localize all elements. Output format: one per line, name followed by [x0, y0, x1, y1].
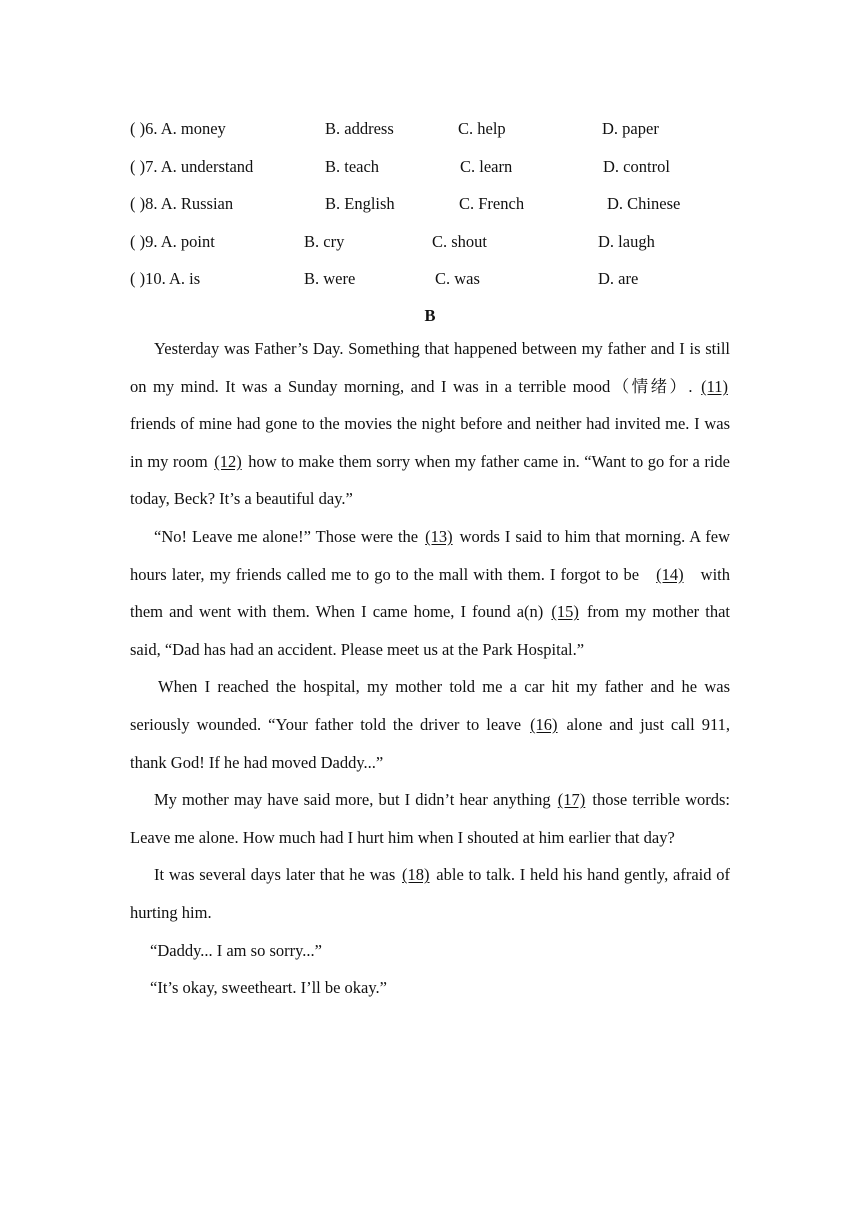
question-10-option-c: C. was [435, 269, 480, 288]
passage-paragraph-5 [130, 856, 730, 931]
reading-passage [130, 330, 730, 1007]
question-10-option-a: ( )10. A. is [130, 269, 201, 288]
passage-paragraph-4 [130, 781, 730, 856]
blank-16[interactable]: (16) [530, 714, 558, 734]
passage-text: “No! Leave me alone!” Those were the [154, 526, 424, 546]
passage-text: able to talk. I held his hand gently, afraid of hurting him. [130, 865, 730, 922]
question-7-option-c: C. learn [460, 157, 513, 176]
passage-text: It was several days later that he was [154, 865, 401, 885]
passage-text: with them and went with them. When I came home, I found a(n) [130, 564, 730, 622]
section-title: B [424, 306, 436, 325]
question-8-option-d: D. Chinese [607, 194, 681, 213]
passage-text: When I reached the hospital, my mother told me a car hit my father and he was seriously wounded. “Your father told the driver to leave [130, 677, 730, 734]
question-7-option-a: ( )7. A. understand [130, 157, 254, 176]
question-6-option-b: B. address [325, 119, 394, 138]
passage-text: from my mother that said, “Dad has had an accident. Please meet us at the Park Hospital.” [130, 602, 731, 659]
question-9-option-b: B. cry [304, 232, 345, 251]
passage-text: My mother may have said more, but I didn’t hear anything [154, 790, 556, 810]
blank-17[interactable]: (17) [557, 790, 586, 810]
question-8-option-a: ( )8. A. Russian [130, 194, 234, 213]
blank-15[interactable]: (15) [551, 602, 579, 622]
question-7-option-d: D. control [603, 157, 670, 176]
question-10-option-d: D. are [598, 269, 639, 288]
passage-text: those terrible words: Leave me alone. How much had I hurt him when I shouted at him earlier that day? [130, 790, 730, 847]
passage-text: how to make them sorry when my father came in. “Want to go for a ride today, Beck? It’s a beautiful day.” [130, 451, 730, 509]
blank-12[interactable]: (12) [214, 451, 242, 471]
question-6-option-d: D. paper [602, 119, 659, 138]
passage-text: words I said to him that morning. A few hours later, my friends called me to go to the mall with them. I forgot to be [130, 526, 730, 584]
question-9-option-d: D. laugh [598, 232, 655, 251]
question-8-option-c: C. French [459, 194, 525, 213]
question-9-option-c: C. shout [432, 232, 488, 251]
passage-paragraph-1 [130, 330, 730, 518]
question-6-option-c: C. help [458, 119, 506, 138]
passage-paragraph-6: “Daddy... I am so sorry...” [150, 940, 322, 960]
passage-paragraph-3 [130, 668, 730, 781]
passage-text: Yesterday was Father’s Day. Something that happened between my father and I is still on my mind. It was a Sunday morning, and I was in a terrible mood（情绪）. [130, 339, 730, 396]
question-7-option-b: B. teach [325, 157, 380, 176]
blank-18[interactable]: (18) [402, 865, 430, 885]
passage-text: friends of mine had gone to the movies the night before and neither had invited me. I was in my room [130, 414, 730, 471]
passage-text: alone and just call 911, thank God! If he had moved Daddy...” [130, 714, 731, 772]
question-9-option-a: ( )9. A. point [130, 232, 215, 251]
blank-14[interactable]: (14) [656, 564, 684, 584]
passage-paragraph-7: “It’s okay, sweetheart. I’ll be okay.” [150, 978, 388, 998]
question-8-option-b: B. English [325, 194, 395, 213]
blank-13[interactable]: (13) [425, 526, 453, 546]
passage-paragraph-2 [130, 518, 730, 668]
blank-11[interactable]: (11) [701, 376, 728, 396]
question-10-option-b: B. were [304, 269, 356, 288]
question-6-option-a: ( )6. A. money [130, 119, 226, 138]
